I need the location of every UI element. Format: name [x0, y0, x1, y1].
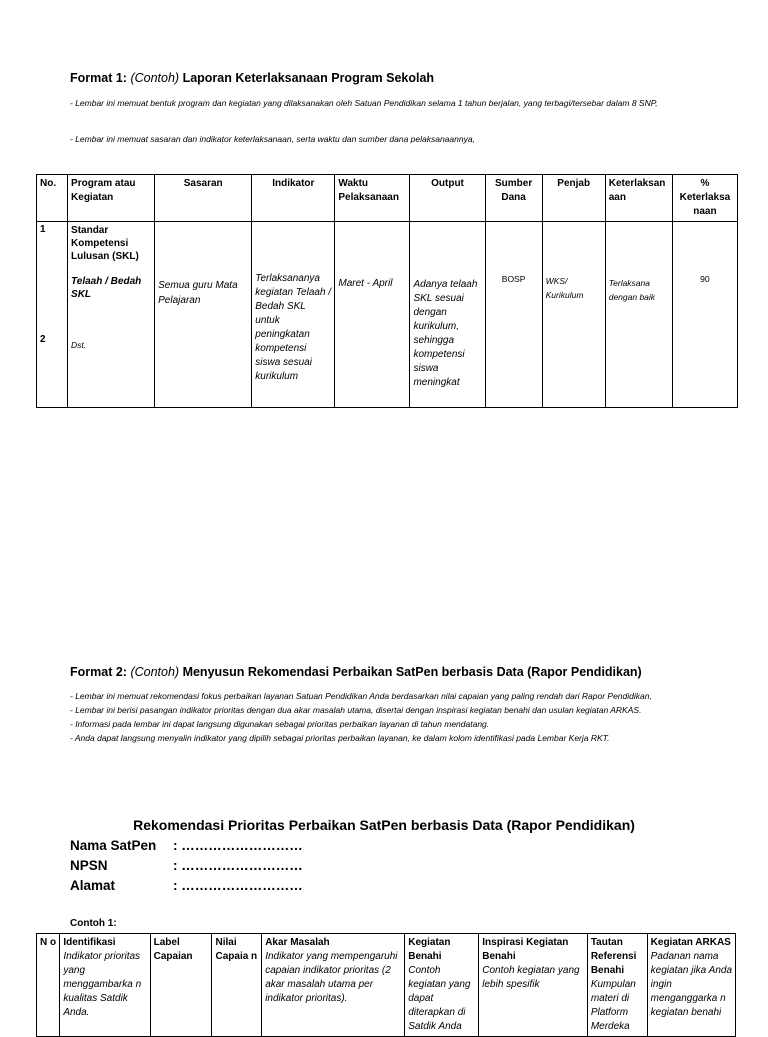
cell-penjab: WKS/ Kurikulum	[542, 222, 605, 408]
cell-output: Adanya telaah SKL sesuai dengan kurikulum, sehingga kompetensi siswa meningkat	[410, 222, 485, 408]
rekomendasi-title: Rekomendasi Prioritas Perbaikan SatPen berbasis Data (Rapor Pendidikan)	[133, 817, 635, 833]
header-no: No.	[37, 175, 68, 222]
format1-contoh: (Contoh)	[130, 71, 180, 85]
header-inspirasi: Inspirasi Kegiatan Benahi	[482, 937, 569, 962]
format2-note-4: - Anda dapat langsung menyalin indikator yang dipilih sebagai prioritas perbaikan layanan, ke dalam kolom identifikasi pada Lembar Kerja RKT.	[70, 733, 610, 743]
field-label: Nama SatPen	[70, 838, 157, 853]
format2-heading	[70, 665, 730, 679]
header-indikator: Indikator	[252, 175, 335, 222]
cell-kegiatan-benahi	[405, 934, 479, 1037]
format2-note-2: - Lembar ini berisi pasangan indikator prioritas dengan dua akar masalah utama, disertai dengan inspirasi kegiatan benahi dan usulan kegiatan ARKAS.	[70, 705, 642, 715]
cell-persen: 90	[672, 222, 737, 408]
field-value: : ………………………	[173, 878, 303, 893]
field-label: NPSN	[70, 858, 108, 873]
contoh-label: Contoh 1:	[70, 918, 117, 929]
cell-indikator: Terlaksananya kegiatan Telaah / Bedah SKL untuk peningkatan kompetensi siswa sesuai kurikulum	[252, 222, 335, 408]
program-activity: Telaah / Bedah SKL	[71, 276, 142, 300]
akar-masalah-text: Indikator yang mempengaruhi capaian indikator prioritas (2 akar masalah utama per indikator prioritas).	[265, 951, 398, 1004]
cell-arkas	[647, 934, 735, 1037]
header-tautan: Tautan Referensi Benahi	[590, 937, 637, 976]
field-label: Alamat	[70, 878, 116, 893]
header-program: Program atau Kegiatan	[68, 175, 155, 222]
format2-label: Format 2:	[70, 665, 127, 679]
format1-title: Laporan Keterlaksanaan Program Sekolah	[182, 71, 435, 85]
format1-label: Format 1:	[70, 71, 127, 85]
kegiatan-benahi-text: Contoh kegiatan yang dapat diterapkan di Satdik Anda	[408, 965, 471, 1032]
header-sasaran: Sasaran	[155, 175, 252, 222]
format1-heading	[70, 71, 730, 85]
header-penjab: Penjab	[542, 175, 605, 222]
cell-keterlaksanaan: Terlaksana dengan baik	[605, 222, 672, 408]
header-akar-masalah: Akar Masalah	[265, 937, 330, 948]
header-sumber: Sumber Dana	[485, 175, 542, 222]
cell-akar-masalah	[262, 934, 405, 1037]
header-identifikasi: Identifikasi	[63, 937, 116, 948]
tautan-text: Kumpulan materi di Platform Merdeka	[590, 979, 636, 1032]
format1-note-1: - Lembar ini memuat bentuk program dan kegiatan yang dilaksanakan oleh Satuan Pendidikan selama 1 tahun berjalan, yang terbagi/tersebar dalam 8 SNP,	[70, 98, 658, 108]
format2-note-3: - Informasi pada lembar ini dapat langsung digunakan sebagai prioritas perbaikan layanan di tahun mendatang.	[70, 719, 490, 729]
header-persen: % Keterlaksa naan	[672, 175, 737, 222]
header-label-capaian: Label Capaian	[150, 934, 212, 1037]
inspirasi-text: Contoh kegiatan yang lebih spesifik	[482, 965, 580, 990]
table-row	[37, 934, 736, 1037]
cell-sumber: BOSP	[485, 222, 542, 408]
program-title: Standar Kompetensi Lulusan (SKL)	[71, 225, 139, 262]
cell-no	[37, 222, 68, 408]
row-number-2: 2	[40, 334, 46, 345]
cell-sasaran: Semua guru Mata Pelajaran	[155, 222, 252, 408]
table-row	[37, 222, 738, 408]
header-output: Output	[410, 175, 485, 222]
program-dst: Dst.	[71, 340, 87, 350]
field-value: : ………………………	[173, 858, 303, 873]
field-nama-satpen	[70, 838, 303, 853]
field-alamat	[70, 878, 303, 893]
cell-waktu: Maret - April	[335, 222, 410, 408]
cell-no: N o	[37, 934, 60, 1037]
format2-title: Menyusun Rekomendasi Perbaikan SatPen berbasis Data (Rapor Pendidikan)	[182, 665, 642, 679]
format1-note-2: - Lembar ini memuat sasaran dan indikator keterlaksanaan, serta waktu dan sumber dana pelaksanaannya,	[70, 134, 475, 144]
format1-table	[36, 174, 738, 408]
cell-tautan	[587, 934, 647, 1037]
field-value: : ………………………	[173, 838, 303, 853]
format2-contoh: (Contoh)	[130, 665, 180, 679]
header-keterlaksanaan: Keterlaksan aan	[605, 175, 672, 222]
header-arkas: Kegiatan ARKAS	[650, 937, 731, 948]
identifikasi-text: Indikator prioritas yang menggambarka n kualitas Satdik Anda.	[63, 951, 142, 1018]
field-npsn	[70, 858, 303, 873]
arkas-text: Padanan nama kegiatan jika Anda ingin menganggarka n kegiatan benahi	[650, 951, 733, 1018]
table-header-row	[37, 175, 738, 222]
format2-note-1: - Lembar ini memuat rekomendasi fokus perbaikan layanan Satuan Pendidikan Anda berdasarkan nilai capaian yang paling rendah dari Rapor Pendidikan,	[70, 691, 652, 701]
format2-notes	[70, 689, 730, 745]
header-kegiatan-benahi: Kegiatan Benahi	[408, 937, 451, 962]
cell-inspirasi	[479, 934, 588, 1037]
cell-identifikasi	[60, 934, 150, 1037]
row-number-1: 1	[40, 224, 46, 235]
header-nilai-capaian: Nilai Capaia n	[212, 934, 262, 1037]
cell-program	[68, 222, 155, 408]
header-waktu: Waktu Pelaksanaan	[335, 175, 410, 222]
rekomendasi-table	[36, 933, 736, 1037]
